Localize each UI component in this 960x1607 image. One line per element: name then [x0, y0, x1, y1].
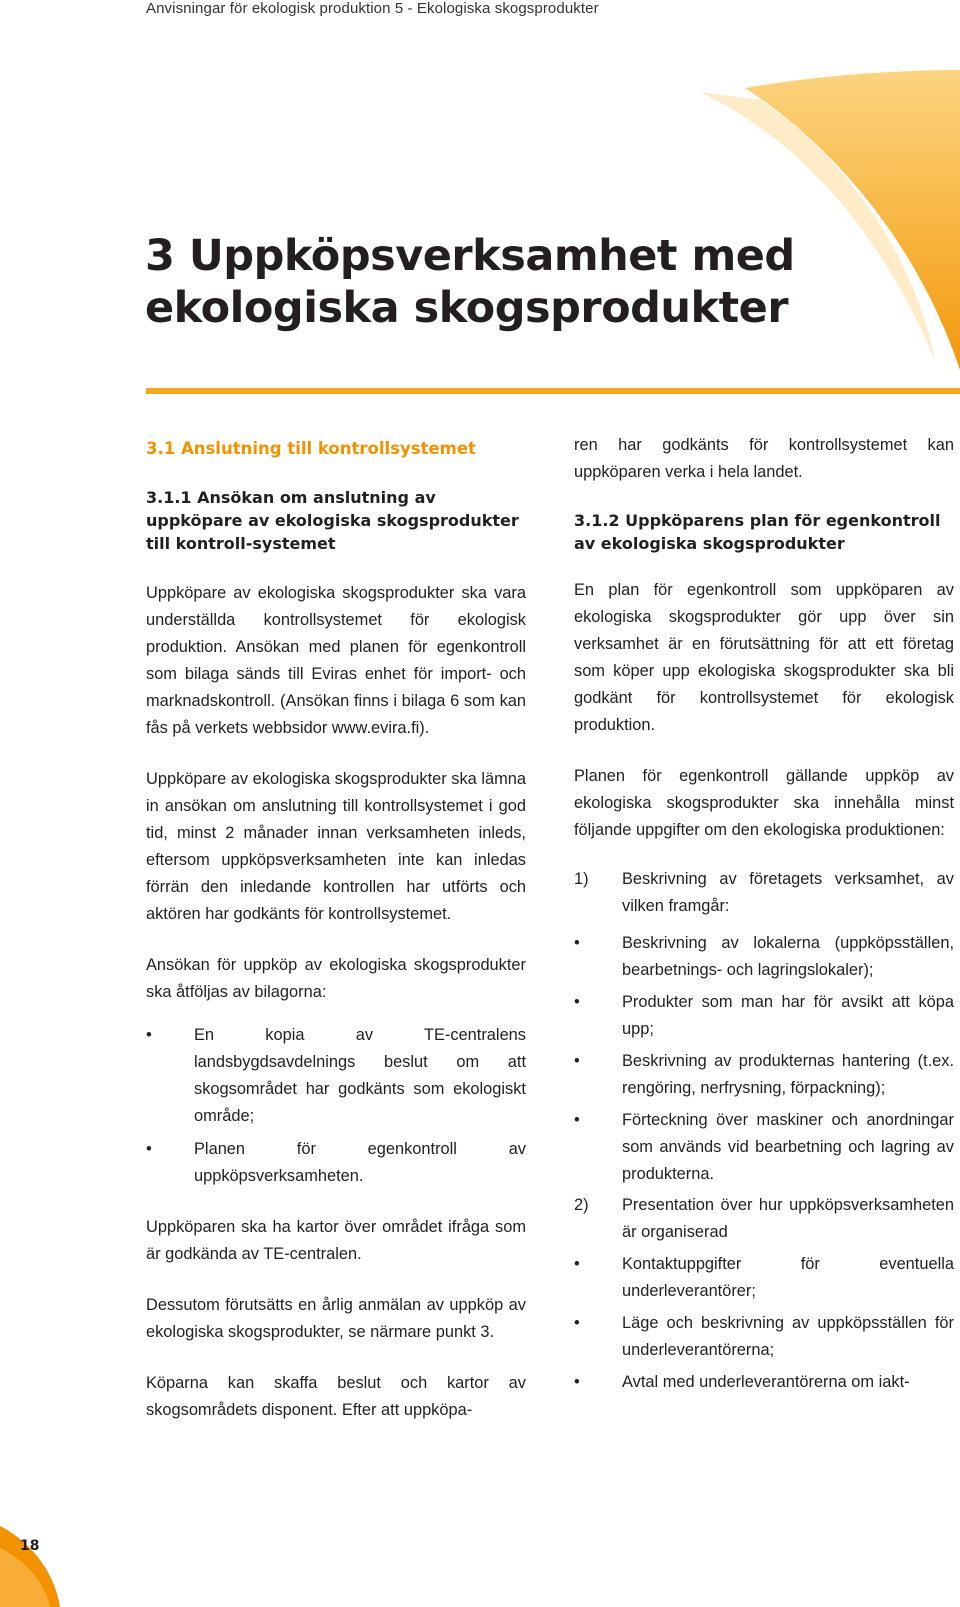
list-marker: •: [574, 1255, 580, 1273]
list-item-text: Planen för egenkontroll av uppköpsverksamheten.: [194, 1140, 526, 1185]
list-marker: •: [574, 1314, 580, 1332]
list-item-text: Beskrivning av produkternas hantering (t.ex. rengöring, nerfrysning, förpackning);: [622, 1052, 954, 1097]
paragraph: Uppköpare av ekologiska skogsprodukter ska lämna in ansökan om anslutning till kontrollsystemet i god tid, minst 2 månader innan verksamheten inleds, eftersom uppköpsverksamheten inte kan inledas förrän den inledande kontrollen har utförts och aktören har godkänts för kontrollsystemet.: [146, 770, 526, 923]
list-item-text: Läge och beskrivning av uppköpsställen för underleverantörerna;: [622, 1314, 954, 1359]
paragraph-continued: ren har godkänts för kontrollsystemet kan uppköparen verka i hela landet.: [574, 436, 954, 481]
list-item: [574, 1192, 954, 1246]
left-column: [146, 432, 526, 1424]
list-item-text: Avtal med underleverantörerna om iakt-: [622, 1373, 910, 1391]
list-marker: •: [574, 934, 580, 952]
list-item: [574, 1369, 954, 1396]
bullet-marker: •: [146, 1140, 152, 1158]
bullet-marker: •: [146, 1026, 152, 1044]
paragraph: En plan för egenkontroll som uppköparen av ekologiska skogsprodukter gör upp över sin verksamhet är en förutsättning för att ett företag som köper upp ekologiska skogsprodukter ska bli godkänt för kontrollsystemet för ekologisk produktion.: [574, 581, 954, 734]
paragraph: Uppköparen ska ha kartor över området ifråga som är godkända av TE-centralen.: [146, 1218, 526, 1263]
chapter-title: [145, 230, 825, 334]
list-marker: •: [574, 1052, 580, 1070]
paragraph: Uppköpare av ekologiska skogsprodukter ska vara underställda kontrollsystemet för ekologisk produktion. Ansökan med planen för egenkontroll som bilaga sänds till Eviras enhet för import- och marknadskontroll. (Ansökan finns i bilaga 6 som kan fås på verkets webbsidor www.evira.fi).: [146, 584, 526, 737]
list-item-text: En kopia av TE-centralens landsbygdsavdelnings beslut om att skogsområdet har godkänts som ekologiskt område;: [194, 1026, 526, 1125]
list-item-text: Förteckning över maskiner och anordningar som används vid bearbetning och lagring av produkterna.: [622, 1111, 954, 1183]
paragraph: Ansökan för uppköp av ekologiska skogsprodukter ska åtföljas av bilagorna:: [146, 956, 526, 1001]
list-marker: •: [574, 1111, 580, 1129]
list-marker: •: [574, 1373, 580, 1391]
paragraph: Planen för egenkontroll gällande uppköp av ekologiska skogsprodukter ska innehålla minst följande uppgifter om den ekologiska produktionen:: [574, 767, 954, 839]
list-item: [574, 1251, 954, 1305]
page-number: 18: [20, 1538, 40, 1554]
list-item: [574, 1310, 954, 1364]
chapter-title-line1: 3 Uppköpsverksamhet med: [145, 231, 795, 281]
paragraph: Köparna kan skaffa beslut och kartor av skogsområdets disponent. Efter att uppköpa-: [146, 1374, 526, 1419]
requirements-list: [574, 866, 954, 1396]
list-item-text: Beskrivning av lokalerna (uppköpsställen, bearbetnings- och lagringslokaler);: [622, 934, 954, 979]
list-item-text: Produkter som man har för avsikt att köpa upp;: [622, 993, 954, 1038]
list-item: [574, 1107, 954, 1188]
subsection-heading-3-1-1: 3.1.1 Ansökan om anslutning av uppköpare av ekologiska skogsprodukter till kontroll-systemet: [146, 488, 519, 553]
orange-divider: [146, 388, 960, 394]
list-item-text: Kontaktuppgifter för eventuella underleverantörer;: [622, 1255, 954, 1300]
list-item: [574, 866, 954, 920]
list-item: [146, 1022, 526, 1130]
running-header: Anvisningar för ekologisk produktion 5 - Ekologiska skogsprodukter: [146, 0, 599, 17]
list-marker: 2): [574, 1196, 589, 1214]
chapter-title-line2: ekologiska skogsprodukter: [145, 283, 789, 333]
list-item-text: Presentation över hur uppköpsverksamheten är organiserad: [622, 1196, 954, 1241]
list-marker: •: [574, 993, 580, 1011]
list-marker: 1): [574, 870, 589, 888]
list-item: [574, 930, 954, 984]
section-heading: 3.1 Anslutning till kontrollsystemet: [146, 439, 476, 458]
decorative-swoosh: [0, 0, 960, 400]
attachment-list: [146, 1022, 526, 1190]
list-item: [574, 989, 954, 1043]
list-item: [574, 1048, 954, 1102]
subsection-heading-3-1-2: 3.1.2 Uppköparens plan för egenkontroll av ekologiska skogsprodukter: [574, 511, 941, 553]
paragraph: Dessutom förutsätts en årlig anmälan av uppköp av ekologiska skogsprodukter, se närmare punkt 3.: [146, 1296, 526, 1341]
right-column: [574, 432, 954, 1396]
list-item-text: Beskrivning av företagets verksamhet, av vilken framgår:: [622, 870, 954, 915]
list-item: [146, 1136, 526, 1190]
